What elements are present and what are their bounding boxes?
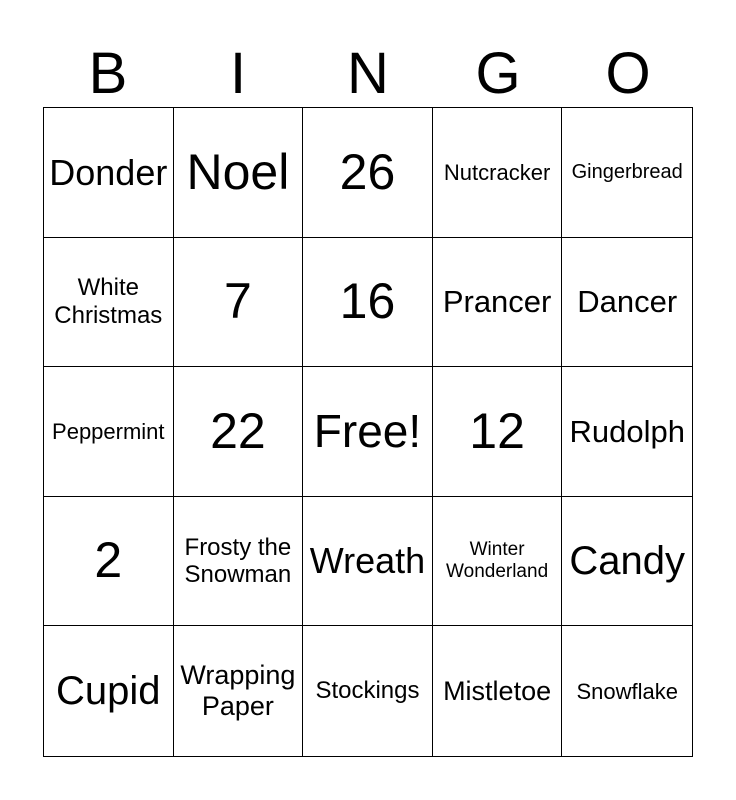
bingo-cell[interactable]: Nutcracker (433, 108, 563, 238)
bingo-cell[interactable]: 7 (174, 238, 304, 368)
bingo-cell[interactable]: 26 (303, 108, 433, 238)
bingo-cell[interactable]: Prancer (433, 238, 563, 368)
bingo-cell[interactable]: Dancer (562, 238, 692, 368)
bingo-cell[interactable]: Cupid (44, 626, 174, 756)
bingo-cell[interactable]: Frosty the Snowman (174, 497, 304, 627)
bingo-cell[interactable]: 22 (174, 367, 304, 497)
bingo-cell[interactable]: Snowflake (576, 678, 678, 704)
header-letter-i: I (229, 41, 247, 106)
bingo-cell[interactable]: White Christmas (44, 238, 174, 368)
bingo-cell[interactable]: Rudolph (562, 367, 692, 497)
bingo-cell[interactable]: Noel (174, 108, 304, 238)
bingo-cell[interactable]: 12 (433, 367, 563, 497)
header-letter-n: N (347, 41, 389, 106)
bingo-board (43, 107, 693, 757)
header-letter-g: G (475, 41, 521, 106)
bingo-header (43, 40, 693, 108)
bingo-cell[interactable]: Stockings (303, 626, 433, 756)
bingo-cell[interactable]: Mistletoe (433, 626, 563, 756)
header-letter-o: O (605, 41, 651, 106)
bingo-cell[interactable]: Donder (44, 108, 174, 238)
bingo-cell[interactable]: 16 (303, 238, 433, 368)
bingo-free-cell[interactable]: Free! (303, 367, 433, 497)
bingo-cell[interactable]: Wreath (303, 497, 433, 627)
bingo-cell[interactable]: Gingerbread (562, 108, 692, 238)
bingo-cell[interactable]: Winter Wonderland (433, 497, 563, 627)
bingo-cell[interactable]: 2 (44, 497, 174, 627)
bingo-cell[interactable]: Peppermint (44, 367, 174, 497)
bingo-cell[interactable]: Wrapping Paper (174, 626, 304, 756)
header-letter-b: B (88, 41, 128, 106)
bingo-cell[interactable]: Candy (562, 497, 692, 627)
